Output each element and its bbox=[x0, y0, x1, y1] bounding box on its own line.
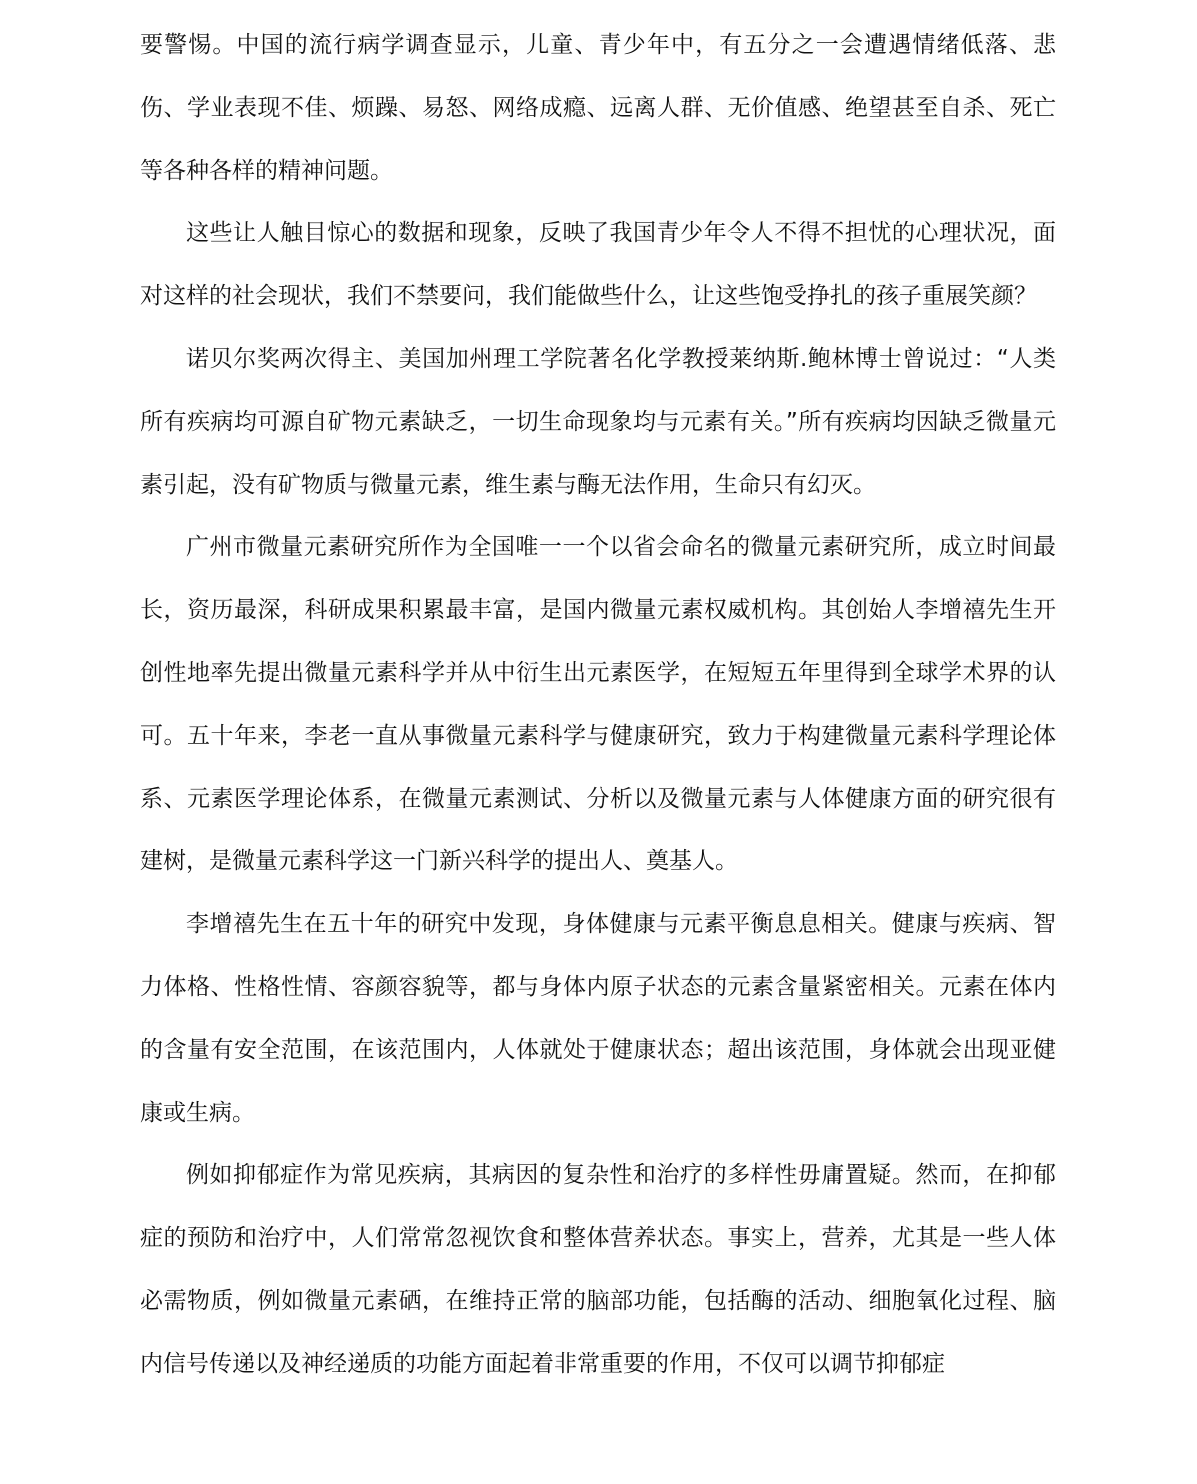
document-page bbox=[140, 14, 1056, 1396]
paragraph-5: 李增禧先生在五十年的研究中发现，身体健康与元素平衡息息相关。健康与疾病、智力体格、性格性情、容颜容貌等，都与身体内原子状态的元素含量紧密相关。元素在体内的含量有安全范围，在该范围内，人体就处于健康状态；超出该范围，身体就会出现亚健康或生病。 bbox=[140, 911, 1056, 1126]
paragraph-2: 这些让人触目惊心的数据和现象，反映了我国青少年令人不得不担忧的心理状况，面对这样的社会现状，我们不禁要问，我们能做些什么，让这些饱受挣扎的孩子重展笑颜？ bbox=[140, 220, 1056, 310]
paragraph-3: 诺贝尔奖两次得主、美国加州理工学院著名化学教授莱纳斯.鲍林博士曾说过：“人类所有疾病均可源自矿物元素缺乏，一切生命现象均与元素有关。”所有疾病均因缺乏微量元素引起，没有矿物质与微量元素，维生素与酶无法作用，生命只有幻灭。 bbox=[140, 345, 1056, 498]
paragraph-1: 要警惕。中国的流行病学调查显示，儿童、青少年中，有五分之一会遭遇情绪低落、悲伤、学业表现不佳、烦躁、易怒、网络成瘾、远离人群、无价值感、绝望甚至自杀、死亡等各种各样的精神问题。 bbox=[140, 32, 1056, 184]
paragraph-6: 例如抑郁症作为常见疾病，其病因的复杂性和治疗的多样性毋庸置疑。然而，在抑郁症的预防和治疗中，人们常常忽视饮食和整体营养状态。事实上，营养，尤其是一些人体必需物质，例如微量元素硒，在维持正常的脑部功能，包括酶的活动、细胞氧化过程、脑内信号传递以及神经递质的功能方面起着非常重要的作用，不仅可以调节抑郁症 bbox=[140, 1162, 1056, 1377]
paragraph-4: 广州市微量元素研究所作为全国唯一一个以省会命名的微量元素研究所，成立时间最长，资历最深，科研成果积累最丰富，是国内微量元素权威机构。其创始人李增禧先生开创性地率先提出微量元素科学并从中衍生出元素医学，在短短五年里得到全球学术界的认可。五十年来，李老一直从事微量元素科学与健康研究，致力于构建微量元素科学理论体系、元素医学理论体系，在微量元素测试、分析以及微量元素与人体健康方面的研究很有建树，是微量元素科学这一门新兴科学的提出人、奠基人。 bbox=[140, 534, 1056, 875]
